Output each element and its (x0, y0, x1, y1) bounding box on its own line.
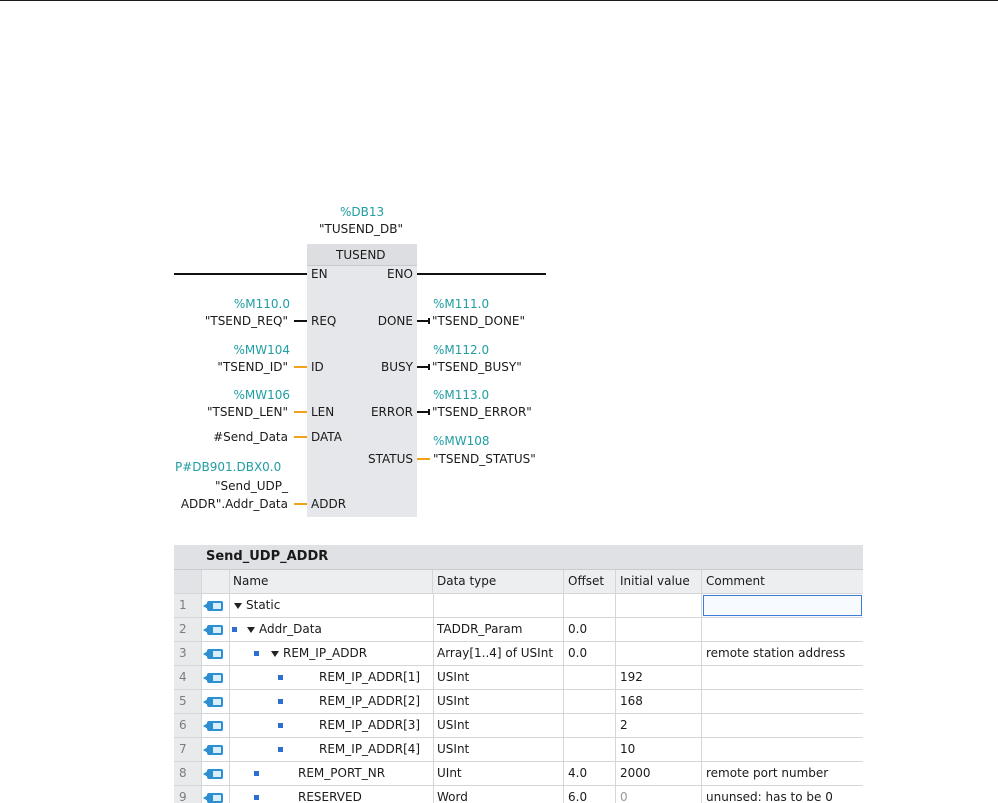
row-number: 3 (174, 642, 202, 665)
member-square-icon (278, 747, 283, 752)
row-initial-value[interactable]: 2 (616, 714, 702, 737)
member-square-icon (254, 795, 259, 800)
row-data-type[interactable]: TADDR_Param (433, 618, 564, 641)
row-name[interactable]: REM_IP_ADDR[2] (229, 690, 434, 713)
done-address: %M111.0 (433, 297, 490, 311)
row-initial-value[interactable]: 192 (616, 666, 702, 689)
row-data-type[interactable]: USInt (433, 738, 564, 761)
db-row-icon (202, 642, 230, 665)
row-data-type[interactable]: UInt (433, 762, 564, 785)
table-row[interactable] (174, 666, 863, 690)
pin-error: ERROR (370, 405, 413, 419)
db-row-icon (202, 762, 230, 785)
member-square-icon (278, 723, 283, 728)
pin-busy: BUSY (381, 360, 413, 374)
table-row[interactable] (174, 690, 863, 714)
row-name[interactable]: REM_PORT_NR (229, 762, 434, 785)
row-initial-value[interactable]: 2000 (616, 762, 702, 785)
row-offset (564, 690, 616, 713)
data-tag[interactable]: #Send_Data (213, 430, 288, 444)
row-number: 1 (174, 594, 202, 617)
row-number: 9 (174, 786, 202, 803)
row-initial-value[interactable] (616, 594, 702, 617)
en-wire (174, 273, 307, 275)
db-row-icon (202, 786, 230, 803)
error-tag[interactable]: "TSEND_ERROR" (432, 405, 532, 419)
table-row[interactable] (174, 762, 863, 786)
row-offset (564, 738, 616, 761)
row-number: 7 (174, 738, 202, 761)
row-offset (564, 666, 616, 689)
eno-wire (417, 273, 546, 275)
table-title: Send_UDP_ADDR (206, 549, 329, 564)
row-number: 8 (174, 762, 202, 785)
member-square-icon (232, 627, 237, 632)
len-tag[interactable]: "TSEND_LEN" (206, 405, 288, 419)
member-square-icon (278, 699, 283, 704)
db-row-icon (202, 690, 230, 713)
addr-address: P#DB901.DBX0.0 (175, 460, 282, 474)
row-number: 6 (174, 714, 202, 737)
row-offset (564, 594, 616, 617)
row-data-type[interactable] (433, 594, 564, 617)
row-comment[interactable]: remote port number (706, 766, 829, 780)
row-name[interactable]: REM_IP_ADDR[3] (229, 714, 434, 737)
member-square-icon (254, 651, 259, 656)
row-number: 2 (174, 618, 202, 641)
req-tag[interactable]: "TSEND_REQ" (204, 314, 288, 328)
done-assign-mark (428, 318, 430, 324)
row-initial-value[interactable] (616, 642, 702, 665)
pin-addr: ADDR (311, 497, 347, 511)
status-address: %MW108 (433, 434, 490, 448)
row-name[interactable]: REM_IP_ADDR[4] (229, 738, 434, 761)
row-name[interactable]: RESERVED (229, 786, 434, 803)
table-row[interactable] (174, 642, 863, 666)
member-square-icon (254, 771, 259, 776)
pin-req: REQ (311, 314, 337, 328)
header-icon-col (202, 570, 230, 593)
header-name[interactable]: Name (229, 570, 433, 593)
len-address: %MW106 (233, 388, 290, 402)
row-data-type[interactable]: Word (433, 786, 564, 803)
row-offset: 0.0 (564, 618, 616, 641)
row-comment[interactable]: ununsed: has to be 0 (706, 790, 833, 803)
req-address: %M110.0 (233, 297, 290, 311)
header-row-number (174, 570, 202, 593)
row-data-type[interactable]: USInt (433, 714, 564, 737)
row-offset (564, 714, 616, 737)
db-row-icon (202, 666, 230, 689)
row-name[interactable]: Addr_Data (229, 618, 434, 641)
header-data-type[interactable]: Data type (433, 570, 564, 593)
row-initial-value[interactable]: 0 (616, 786, 702, 803)
id-wire (294, 366, 307, 368)
row-initial-value[interactable] (616, 618, 702, 641)
row-data-type[interactable]: USInt (433, 690, 564, 713)
row-initial-value[interactable]: 10 (616, 738, 702, 761)
header-offset[interactable]: Offset (564, 570, 616, 593)
collapse-arrow-icon[interactable] (234, 603, 242, 609)
row-initial-value[interactable]: 168 (616, 690, 702, 713)
row-comment[interactable]: remote station address (706, 646, 846, 660)
row-data-type[interactable]: Array[1..4] of USInt (433, 642, 564, 665)
pin-status: STATUS (367, 452, 413, 466)
table-row[interactable] (174, 594, 863, 618)
header-initial-value[interactable]: Initial value (616, 570, 702, 593)
row-comment[interactable] (702, 714, 863, 737)
function-block-title: TUSEND (336, 248, 386, 262)
row-offset: 4.0 (564, 762, 616, 785)
pin-eno: ENO (386, 267, 413, 281)
addr-tag-line2[interactable]: ADDR".Addr_Data (180, 497, 288, 511)
status-tag[interactable]: "TSEND_STATUS" (433, 452, 536, 466)
header-comment[interactable]: Comment (706, 574, 765, 588)
pin-en: EN (311, 267, 328, 281)
row-name[interactable]: REM_IP_ADDR (229, 642, 434, 665)
function-block[interactable] (307, 244, 417, 517)
data-wire (294, 436, 307, 438)
addr-wire (294, 503, 307, 505)
collapse-arrow-icon[interactable] (271, 651, 279, 657)
table-row[interactable] (174, 738, 863, 762)
addr-tag-line1[interactable]: "Send_UDP_ (214, 479, 288, 493)
row-name[interactable]: Static (229, 594, 434, 617)
table-row[interactable] (174, 786, 863, 803)
row-comment[interactable] (702, 618, 863, 641)
id-tag[interactable]: "TSEND_ID" (217, 360, 288, 374)
error-address: %M113.0 (433, 388, 490, 402)
row-comment[interactable] (702, 690, 863, 713)
pin-id: ID (311, 360, 324, 374)
table-row[interactable] (174, 618, 863, 642)
member-square-icon (278, 675, 283, 680)
row-number: 4 (174, 666, 202, 689)
error-assign-mark (428, 409, 430, 415)
page-top-rule (0, 0, 998, 1)
row-comment[interactable] (702, 594, 863, 617)
db-row-icon (202, 714, 230, 737)
req-wire (294, 320, 307, 322)
busy-assign-mark (428, 364, 430, 370)
row-name[interactable]: REM_IP_ADDR[1] (229, 666, 434, 689)
busy-tag[interactable]: "TSEND_BUSY" (432, 360, 522, 374)
db-row-icon (202, 594, 230, 617)
db-address: %DB13 (340, 205, 385, 219)
collapse-arrow-icon[interactable] (247, 627, 255, 633)
pin-len: LEN (311, 405, 335, 419)
row-number: 5 (174, 690, 202, 713)
id-address: %MW104 (233, 343, 290, 357)
table-title-bar (174, 545, 863, 570)
table-row[interactable] (174, 714, 863, 738)
row-comment[interactable] (702, 666, 863, 689)
db-name: "TUSEND_DB" (319, 222, 404, 236)
data-block-table (174, 545, 863, 803)
row-offset: 0.0 (564, 642, 616, 665)
busy-address: %M112.0 (433, 343, 490, 357)
column-header-row (174, 570, 863, 594)
status-wire (417, 458, 430, 460)
row-comment[interactable] (702, 738, 863, 761)
row-data-type[interactable]: USInt (433, 666, 564, 689)
row-offset: 6.0 (564, 786, 616, 803)
pin-done: DONE (377, 314, 413, 328)
pin-data: DATA (311, 430, 342, 444)
db-row-icon (202, 618, 230, 641)
len-wire (294, 411, 307, 413)
done-tag[interactable]: "TSEND_DONE" (432, 314, 526, 328)
db-row-icon (202, 738, 230, 761)
